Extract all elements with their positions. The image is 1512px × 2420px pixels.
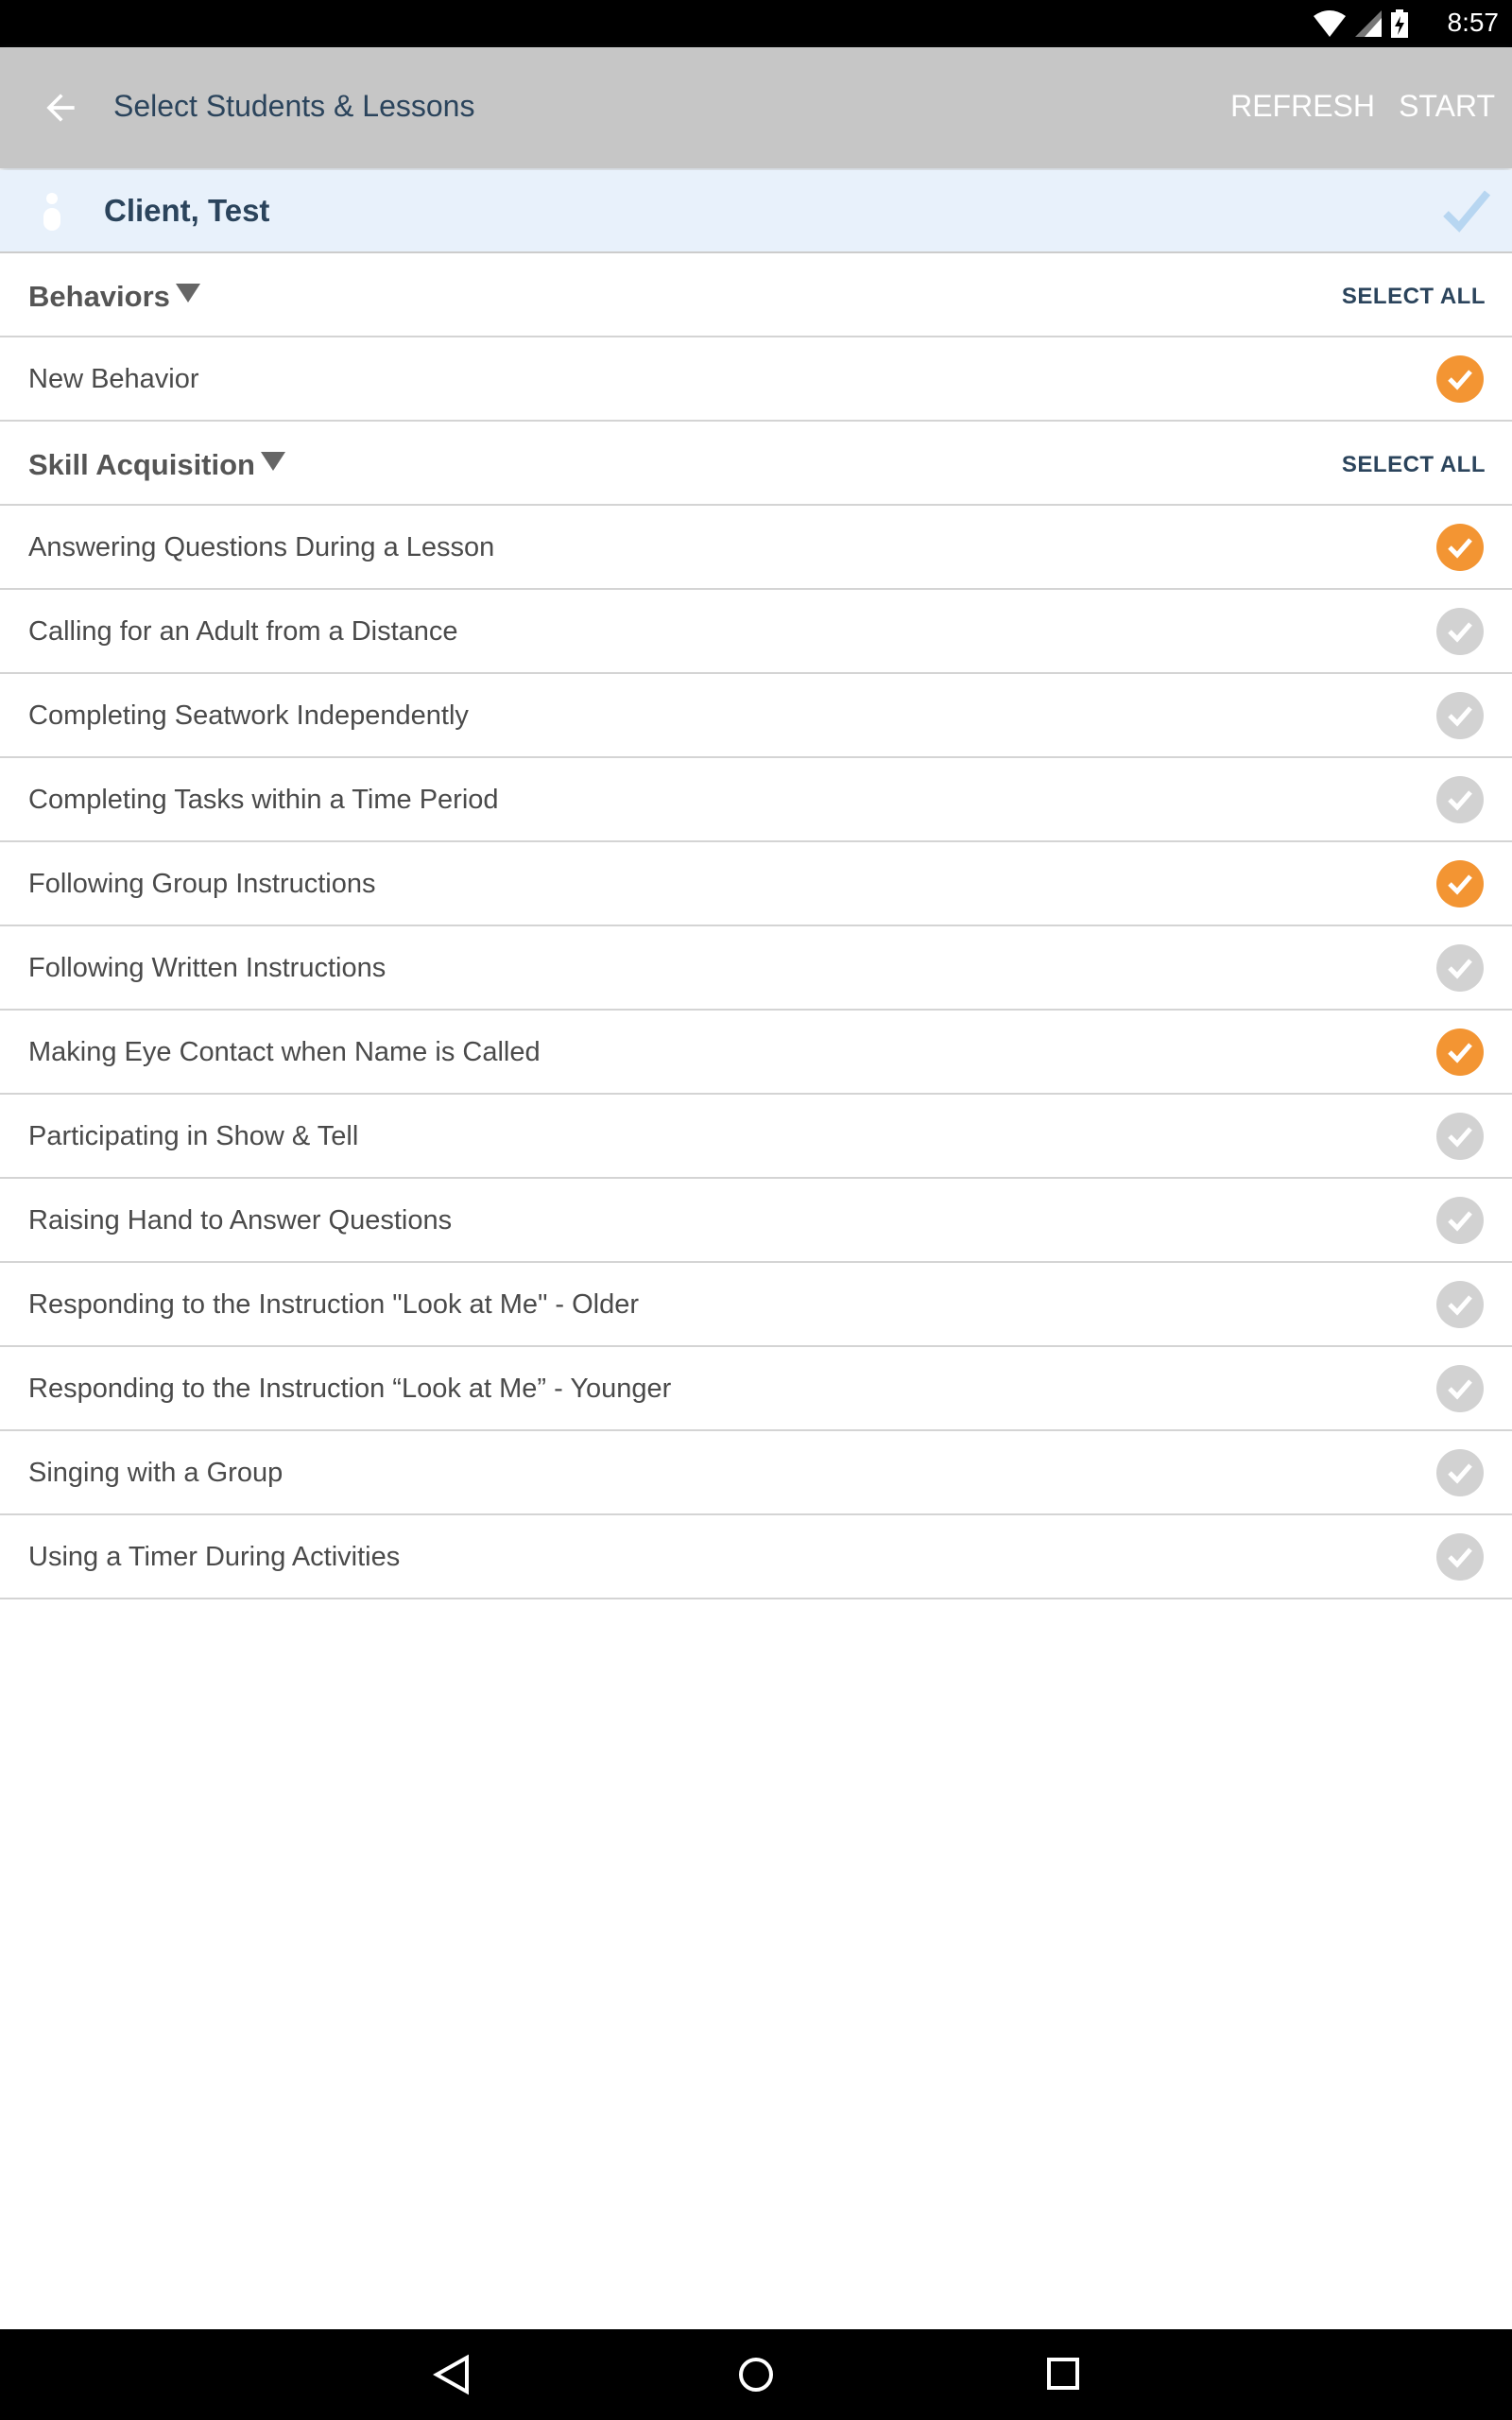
unchecked-circle-icon[interactable] (1436, 944, 1484, 992)
back-arrow-icon[interactable] (40, 87, 81, 129)
section-header[interactable] (0, 422, 1512, 506)
unchecked-circle-icon[interactable] (1436, 1113, 1484, 1160)
recents-nav-icon[interactable] (1045, 2354, 1083, 2400)
unchecked-circle-icon[interactable] (1436, 1533, 1484, 1581)
checked-circle-icon[interactable] (1436, 860, 1484, 908)
status-bar (0, 0, 1512, 47)
section-title (28, 448, 285, 482)
refresh-button[interactable]: REFRESH (1230, 89, 1375, 123)
unchecked-circle-icon[interactable] (1436, 776, 1484, 823)
select-all-button[interactable]: SELECT ALL (1341, 284, 1486, 309)
lesson-label: Making Eye Contact when Name is Called (28, 1037, 541, 1067)
list-item[interactable] (0, 1095, 1512, 1179)
dropdown-triangle-icon[interactable] (261, 452, 285, 471)
battery-charging-icon (1391, 9, 1408, 38)
signal-icon (1355, 10, 1382, 37)
home-nav-icon[interactable] (737, 2354, 775, 2400)
list-item[interactable] (0, 1347, 1512, 1431)
lesson-label: Following Written Instructions (28, 953, 387, 983)
client-name: Client, Test (104, 193, 270, 228)
clock: 8:57 (1447, 8, 1499, 37)
lesson-label: Raising Hand to Answer Questions (28, 1205, 453, 1236)
list-item[interactable] (0, 1011, 1512, 1095)
unchecked-circle-icon[interactable] (1436, 1197, 1484, 1244)
list-item[interactable] (0, 1431, 1512, 1515)
unchecked-circle-icon[interactable] (1436, 692, 1484, 739)
list-item[interactable] (0, 926, 1512, 1011)
section-title-text: Skill Acquisition (28, 448, 255, 481)
select-all-button[interactable]: SELECT ALL (1341, 452, 1486, 477)
unchecked-circle-icon[interactable] (1436, 1365, 1484, 1412)
lesson-label: Following Group Instructions (28, 869, 376, 899)
app-bar (0, 47, 1512, 168)
list-item[interactable] (0, 674, 1512, 758)
lesson-label: Using a Timer During Activities (28, 1542, 401, 1572)
dropdown-triangle-icon[interactable] (176, 284, 200, 302)
checked-circle-icon[interactable] (1436, 524, 1484, 571)
wifi-icon (1314, 10, 1346, 37)
person-icon (42, 191, 62, 233)
unchecked-circle-icon[interactable] (1436, 1281, 1484, 1328)
navigation-bar (0, 2329, 1512, 2420)
back-nav-icon[interactable] (433, 2354, 471, 2400)
section-title (28, 280, 200, 314)
list-item[interactable] (0, 1179, 1512, 1263)
start-button[interactable]: START (1399, 89, 1495, 123)
unchecked-circle-icon[interactable] (1436, 1449, 1484, 1496)
lesson-label: Calling for an Adult from a Distance (28, 616, 458, 647)
lesson-label: New Behavior (28, 364, 199, 394)
checkmark-icon[interactable] (1442, 189, 1491, 234)
page-title: Select Students & Lessons (113, 89, 475, 123)
list-item[interactable] (0, 842, 1512, 926)
list-item[interactable] (0, 1263, 1512, 1347)
lesson-label: Completing Seatwork Independently (28, 700, 469, 731)
lesson-list (0, 253, 1512, 1599)
checked-circle-icon[interactable] (1436, 1028, 1484, 1076)
section-title-text: Behaviors (28, 280, 170, 313)
lesson-label: Answering Questions During a Lesson (28, 532, 495, 562)
lesson-label: Responding to the Instruction “Look at Me” - Younger (28, 1374, 672, 1404)
client-row[interactable] (0, 170, 1512, 253)
lesson-label: Completing Tasks within a Time Period (28, 785, 499, 815)
list-item[interactable] (0, 337, 1512, 422)
lesson-label: Singing with a Group (28, 1458, 284, 1488)
section-header[interactable] (0, 253, 1512, 337)
list-item[interactable] (0, 590, 1512, 674)
list-item[interactable] (0, 1515, 1512, 1599)
list-item[interactable] (0, 758, 1512, 842)
checked-circle-icon[interactable] (1436, 355, 1484, 403)
list-item[interactable] (0, 506, 1512, 590)
lesson-label: Participating in Show & Tell (28, 1121, 359, 1151)
unchecked-circle-icon[interactable] (1436, 608, 1484, 655)
lesson-label: Responding to the Instruction "Look at Me" - Older (28, 1289, 640, 1320)
